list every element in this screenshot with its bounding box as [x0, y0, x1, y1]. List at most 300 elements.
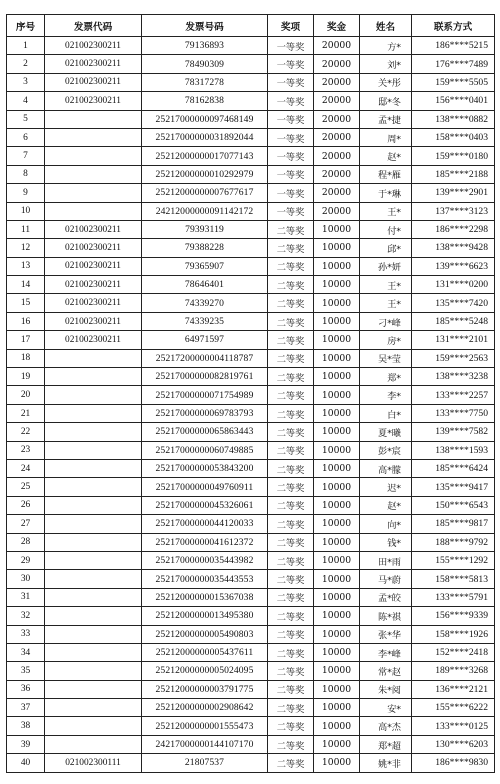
cell-prize: 一等奖 — [268, 147, 314, 165]
cell-name: 房* — [360, 331, 412, 349]
cell-invoice-code — [45, 128, 142, 146]
cell-prize: 一等奖 — [268, 73, 314, 91]
cell-contact: 137****3123 — [412, 202, 495, 220]
cell-invoice-code — [45, 735, 142, 753]
winners-table — [6, 14, 495, 773]
cell-name: 付* — [360, 220, 412, 238]
cell-amount: 10000 — [314, 331, 360, 349]
cell-prize: 一等奖 — [268, 128, 314, 146]
cell-name: 常*赵 — [360, 662, 412, 680]
cell-contact: 159****0180 — [412, 147, 495, 165]
cell-name: 邸*冬 — [360, 92, 412, 110]
table-row — [7, 37, 495, 55]
table-row — [7, 570, 495, 588]
cell-serial: 7 — [7, 147, 45, 165]
cell-prize: 二等奖 — [268, 496, 314, 514]
cell-contact: 189****3268 — [412, 662, 495, 680]
cell-invoice-code: 021002300211 — [45, 92, 142, 110]
cell-prize: 二等奖 — [268, 515, 314, 533]
cell-serial: 29 — [7, 551, 45, 569]
table-row — [7, 459, 495, 477]
cell-invoice-number: 25217000000071754989 — [142, 386, 268, 404]
table-row — [7, 276, 495, 294]
cell-prize: 二等奖 — [268, 423, 314, 441]
cell-prize: 一等奖 — [268, 110, 314, 128]
cell-invoice-number: 25212000000005490803 — [142, 625, 268, 643]
cell-serial: 30 — [7, 570, 45, 588]
cell-amount: 20000 — [314, 92, 360, 110]
cell-prize: 二等奖 — [268, 588, 314, 606]
page — [6, 14, 494, 773]
cell-invoice-number: 78162838 — [142, 92, 268, 110]
cell-amount: 20000 — [314, 147, 360, 165]
table-row — [7, 754, 495, 772]
cell-serial: 1 — [7, 37, 45, 55]
cell-contact: 159****2563 — [412, 349, 495, 367]
header-invoice-code: 发票代码 — [45, 15, 142, 37]
cell-amount: 10000 — [314, 754, 360, 772]
cell-serial: 14 — [7, 276, 45, 294]
cell-name: 于*琳 — [360, 184, 412, 202]
cell-serial: 39 — [7, 735, 45, 753]
cell-contact: 152****2418 — [412, 643, 495, 661]
cell-invoice-number: 25217000000035443982 — [142, 551, 268, 569]
cell-prize: 二等奖 — [268, 349, 314, 367]
cell-contact: 133****0125 — [412, 717, 495, 735]
cell-name: 郑*超 — [360, 735, 412, 753]
cell-amount: 10000 — [314, 349, 360, 367]
table-row — [7, 717, 495, 735]
table-row — [7, 680, 495, 698]
header-row — [7, 15, 495, 37]
cell-contact: 158****5813 — [412, 570, 495, 588]
table-row — [7, 662, 495, 680]
cell-name: 马*蔚 — [360, 570, 412, 588]
cell-invoice-number: 25217000000065863443 — [142, 423, 268, 441]
cell-name: 程*雁 — [360, 165, 412, 183]
cell-invoice-code — [45, 404, 142, 422]
cell-invoice-number: 78490309 — [142, 55, 268, 73]
cell-amount: 20000 — [314, 184, 360, 202]
cell-amount: 10000 — [314, 570, 360, 588]
cell-invoice-code — [45, 717, 142, 735]
cell-amount: 10000 — [314, 551, 360, 569]
cell-serial: 40 — [7, 754, 45, 772]
cell-invoice-number: 79365907 — [142, 257, 268, 275]
cell-prize: 一等奖 — [268, 37, 314, 55]
cell-invoice-code — [45, 680, 142, 698]
cell-name: 关*彤 — [360, 73, 412, 91]
cell-amount: 10000 — [314, 386, 360, 404]
cell-invoice-code: 021002300211 — [45, 312, 142, 330]
cell-prize: 二等奖 — [268, 551, 314, 569]
cell-invoice-code — [45, 368, 142, 386]
cell-prize: 二等奖 — [268, 717, 314, 735]
cell-invoice-number: 78646401 — [142, 276, 268, 294]
cell-serial: 4 — [7, 92, 45, 110]
cell-invoice-number: 25217000000045326061 — [142, 496, 268, 514]
cell-prize: 二等奖 — [268, 478, 314, 496]
cell-contact: 130****6203 — [412, 735, 495, 753]
cell-serial: 9 — [7, 184, 45, 202]
cell-invoice-code: 021002300211 — [45, 220, 142, 238]
cell-serial: 6 — [7, 128, 45, 146]
cell-name: 钱* — [360, 533, 412, 551]
cell-invoice-code — [45, 625, 142, 643]
cell-prize: 二等奖 — [268, 459, 314, 477]
cell-serial: 27 — [7, 515, 45, 533]
cell-serial: 20 — [7, 386, 45, 404]
cell-prize: 二等奖 — [268, 699, 314, 717]
table-row — [7, 294, 495, 312]
header-prize: 奖项 — [268, 15, 314, 37]
cell-contact: 155****6222 — [412, 699, 495, 717]
cell-name: 朱*阅 — [360, 680, 412, 698]
cell-prize: 二等奖 — [268, 294, 314, 312]
cell-invoice-number: 25212000000015367038 — [142, 588, 268, 606]
cell-invoice-number: 79393119 — [142, 220, 268, 238]
header-contact: 联系方式 — [412, 15, 495, 37]
cell-serial: 38 — [7, 717, 45, 735]
cell-amount: 10000 — [314, 459, 360, 477]
cell-invoice-code — [45, 551, 142, 569]
cell-invoice-code: 021002300211 — [45, 239, 142, 257]
cell-serial: 21 — [7, 404, 45, 422]
cell-amount: 10000 — [314, 220, 360, 238]
cell-prize: 一等奖 — [268, 92, 314, 110]
table-row — [7, 331, 495, 349]
cell-invoice-number: 25217000000049760911 — [142, 478, 268, 496]
cell-invoice-number: 74339235 — [142, 312, 268, 330]
cell-prize: 二等奖 — [268, 643, 314, 661]
table-row — [7, 184, 495, 202]
cell-name: 周* — [360, 128, 412, 146]
cell-invoice-code: 021002300211 — [45, 37, 142, 55]
cell-invoice-number: 25217000000069783793 — [142, 404, 268, 422]
cell-invoice-code — [45, 496, 142, 514]
cell-invoice-number: 25217000000053843200 — [142, 459, 268, 477]
cell-name: 安* — [360, 699, 412, 717]
table-row — [7, 607, 495, 625]
cell-amount: 10000 — [314, 441, 360, 459]
cell-amount: 10000 — [314, 496, 360, 514]
cell-contact: 133****5791 — [412, 588, 495, 606]
cell-contact: 138****3238 — [412, 368, 495, 386]
cell-name: 王* — [360, 202, 412, 220]
cell-contact: 185****5248 — [412, 312, 495, 330]
cell-name: 张*华 — [360, 625, 412, 643]
cell-invoice-code — [45, 607, 142, 625]
cell-prize: 二等奖 — [268, 312, 314, 330]
table-row — [7, 220, 495, 238]
cell-serial: 18 — [7, 349, 45, 367]
table-body — [7, 37, 495, 773]
cell-contact: 156****9339 — [412, 607, 495, 625]
cell-amount: 10000 — [314, 699, 360, 717]
cell-name: 李*峰 — [360, 643, 412, 661]
cell-amount: 10000 — [314, 533, 360, 551]
cell-name: 郑* — [360, 368, 412, 386]
cell-name: 赵* — [360, 147, 412, 165]
cell-contact: 139****2901 — [412, 184, 495, 202]
cell-serial: 8 — [7, 165, 45, 183]
cell-invoice-code — [45, 643, 142, 661]
cell-prize: 二等奖 — [268, 607, 314, 625]
cell-name: 邱* — [360, 239, 412, 257]
cell-contact: 188****9792 — [412, 533, 495, 551]
cell-name: 姚*非 — [360, 754, 412, 772]
cell-name: 夏*曦 — [360, 423, 412, 441]
table-row — [7, 515, 495, 533]
cell-invoice-number: 25212000000005437611 — [142, 643, 268, 661]
cell-name: 彭*宸 — [360, 441, 412, 459]
cell-name: 赵* — [360, 496, 412, 514]
cell-name: 高*朦 — [360, 459, 412, 477]
cell-prize: 二等奖 — [268, 625, 314, 643]
cell-prize: 一等奖 — [268, 55, 314, 73]
cell-prize: 二等奖 — [268, 368, 314, 386]
table-row — [7, 386, 495, 404]
cell-amount: 10000 — [314, 643, 360, 661]
cell-invoice-code — [45, 349, 142, 367]
cell-invoice-number: 25212000000003791775 — [142, 680, 268, 698]
cell-prize: 二等奖 — [268, 754, 314, 772]
cell-amount: 20000 — [314, 128, 360, 146]
cell-invoice-code — [45, 515, 142, 533]
cell-prize: 二等奖 — [268, 662, 314, 680]
cell-serial: 17 — [7, 331, 45, 349]
cell-serial: 32 — [7, 607, 45, 625]
cell-prize: 二等奖 — [268, 441, 314, 459]
cell-invoice-number: 25212000000010292979 — [142, 165, 268, 183]
cell-invoice-number: 25212000000005024095 — [142, 662, 268, 680]
cell-invoice-number: 25212000000013495380 — [142, 607, 268, 625]
cell-invoice-number: 79388228 — [142, 239, 268, 257]
cell-amount: 10000 — [314, 257, 360, 275]
cell-serial: 37 — [7, 699, 45, 717]
cell-contact: 158****1926 — [412, 625, 495, 643]
cell-serial: 24 — [7, 459, 45, 477]
cell-amount: 20000 — [314, 165, 360, 183]
table-row — [7, 404, 495, 422]
cell-prize: 一等奖 — [268, 184, 314, 202]
cell-name: 迟* — [360, 478, 412, 496]
cell-invoice-code: 021002300211 — [45, 331, 142, 349]
cell-invoice-code — [45, 202, 142, 220]
cell-invoice-code — [45, 184, 142, 202]
cell-serial: 3 — [7, 73, 45, 91]
cell-amount: 20000 — [314, 202, 360, 220]
cell-name: 吴*莹 — [360, 349, 412, 367]
cell-contact: 135****9417 — [412, 478, 495, 496]
cell-invoice-code — [45, 459, 142, 477]
cell-contact: 150****6543 — [412, 496, 495, 514]
cell-amount: 10000 — [314, 680, 360, 698]
cell-contact: 138****9428 — [412, 239, 495, 257]
cell-amount: 10000 — [314, 735, 360, 753]
table-row — [7, 73, 495, 91]
table-row — [7, 110, 495, 128]
cell-name: 向* — [360, 515, 412, 533]
cell-contact: 139****6623 — [412, 257, 495, 275]
cell-invoice-number: 74339270 — [142, 294, 268, 312]
table-row — [7, 423, 495, 441]
table-row — [7, 312, 495, 330]
cell-name: 孟*捷 — [360, 110, 412, 128]
cell-invoice-number: 64971597 — [142, 331, 268, 349]
cell-name: 王* — [360, 294, 412, 312]
table-row — [7, 551, 495, 569]
cell-name: 孙*妍 — [360, 257, 412, 275]
cell-prize: 二等奖 — [268, 331, 314, 349]
cell-contact: 158****0403 — [412, 128, 495, 146]
cell-amount: 20000 — [314, 73, 360, 91]
cell-contact: 159****5505 — [412, 73, 495, 91]
cell-name: 孟*皎 — [360, 588, 412, 606]
cell-name: 田*雨 — [360, 551, 412, 569]
cell-serial: 26 — [7, 496, 45, 514]
table-row — [7, 368, 495, 386]
table-row — [7, 257, 495, 275]
cell-prize: 二等奖 — [268, 735, 314, 753]
cell-invoice-number: 25217000000035443553 — [142, 570, 268, 588]
cell-serial: 19 — [7, 368, 45, 386]
cell-prize: 二等奖 — [268, 220, 314, 238]
cell-amount: 10000 — [314, 515, 360, 533]
cell-invoice-code — [45, 147, 142, 165]
table-row — [7, 202, 495, 220]
cell-invoice-code — [45, 423, 142, 441]
cell-amount: 10000 — [314, 312, 360, 330]
cell-name: 白* — [360, 404, 412, 422]
cell-prize: 二等奖 — [268, 680, 314, 698]
cell-invoice-number: 25212000000007677617 — [142, 184, 268, 202]
cell-contact: 139****7582 — [412, 423, 495, 441]
cell-serial: 31 — [7, 588, 45, 606]
cell-serial: 33 — [7, 625, 45, 643]
table-row — [7, 92, 495, 110]
cell-contact: 133****2257 — [412, 386, 495, 404]
table-row — [7, 699, 495, 717]
table-row — [7, 496, 495, 514]
table-row — [7, 239, 495, 257]
cell-serial: 11 — [7, 220, 45, 238]
header-name: 姓名 — [360, 15, 412, 37]
cell-invoice-code: 021002300111 — [45, 754, 142, 772]
cell-prize: 二等奖 — [268, 276, 314, 294]
cell-invoice-number: 25212000000017077143 — [142, 147, 268, 165]
cell-serial: 12 — [7, 239, 45, 257]
cell-invoice-code: 021002300211 — [45, 73, 142, 91]
cell-serial: 22 — [7, 423, 45, 441]
cell-name: 高*杰 — [360, 717, 412, 735]
cell-invoice-code — [45, 386, 142, 404]
cell-name: 方* — [360, 37, 412, 55]
cell-name: 陈*祺 — [360, 607, 412, 625]
cell-invoice-code — [45, 110, 142, 128]
cell-invoice-code: 021002300211 — [45, 276, 142, 294]
cell-contact: 186****5215 — [412, 37, 495, 55]
cell-serial: 15 — [7, 294, 45, 312]
table-row — [7, 165, 495, 183]
cell-serial: 25 — [7, 478, 45, 496]
cell-amount: 20000 — [314, 37, 360, 55]
cell-serial: 5 — [7, 110, 45, 128]
header-serial: 序号 — [7, 15, 45, 37]
table-row — [7, 128, 495, 146]
table-row — [7, 441, 495, 459]
cell-invoice-number: 25217000000060749885 — [142, 441, 268, 459]
cell-serial: 35 — [7, 662, 45, 680]
cell-amount: 10000 — [314, 588, 360, 606]
cell-invoice-code: 021002300211 — [45, 294, 142, 312]
cell-amount: 10000 — [314, 404, 360, 422]
cell-amount: 10000 — [314, 294, 360, 312]
table-row — [7, 55, 495, 73]
header-invoice-number: 发票号码 — [142, 15, 268, 37]
table-row — [7, 349, 495, 367]
cell-prize: 二等奖 — [268, 533, 314, 551]
cell-prize: 二等奖 — [268, 257, 314, 275]
cell-invoice-number: 24217000000144107170 — [142, 735, 268, 753]
cell-invoice-code — [45, 588, 142, 606]
cell-amount: 10000 — [314, 662, 360, 680]
cell-contact: 186****2298 — [412, 220, 495, 238]
cell-invoice-code — [45, 533, 142, 551]
cell-invoice-code — [45, 570, 142, 588]
cell-amount: 10000 — [314, 717, 360, 735]
cell-prize: 二等奖 — [268, 239, 314, 257]
cell-invoice-number: 21807537 — [142, 754, 268, 772]
cell-amount: 20000 — [314, 110, 360, 128]
header-amount: 奖金 — [314, 15, 360, 37]
cell-contact: 135****7420 — [412, 294, 495, 312]
cell-amount: 10000 — [314, 239, 360, 257]
cell-invoice-code — [45, 441, 142, 459]
cell-amount: 10000 — [314, 368, 360, 386]
cell-contact: 156****0401 — [412, 92, 495, 110]
cell-invoice-number: 78317278 — [142, 73, 268, 91]
cell-invoice-number: 25212000000002908642 — [142, 699, 268, 717]
cell-invoice-code: 021002300211 — [45, 257, 142, 275]
cell-amount: 10000 — [314, 276, 360, 294]
cell-prize: 一等奖 — [268, 202, 314, 220]
cell-invoice-code — [45, 478, 142, 496]
cell-contact: 131****0200 — [412, 276, 495, 294]
cell-name: 刘* — [360, 55, 412, 73]
table-row — [7, 643, 495, 661]
cell-serial: 34 — [7, 643, 45, 661]
cell-amount: 10000 — [314, 478, 360, 496]
table-row — [7, 625, 495, 643]
cell-invoice-code — [45, 699, 142, 717]
cell-name: 李* — [360, 386, 412, 404]
table-row — [7, 147, 495, 165]
cell-name: 刁*峰 — [360, 312, 412, 330]
cell-invoice-number: 25217000000041612372 — [142, 533, 268, 551]
cell-contact: 185****6424 — [412, 459, 495, 477]
table-row — [7, 478, 495, 496]
table-row — [7, 533, 495, 551]
cell-invoice-code: 021002300211 — [45, 55, 142, 73]
cell-serial: 10 — [7, 202, 45, 220]
cell-contact: 176****7489 — [412, 55, 495, 73]
cell-invoice-code — [45, 165, 142, 183]
cell-invoice-number: 25217000000097468149 — [142, 110, 268, 128]
cell-invoice-number: 25217000000044120033 — [142, 515, 268, 533]
cell-serial: 16 — [7, 312, 45, 330]
cell-contact: 133****7750 — [412, 404, 495, 422]
